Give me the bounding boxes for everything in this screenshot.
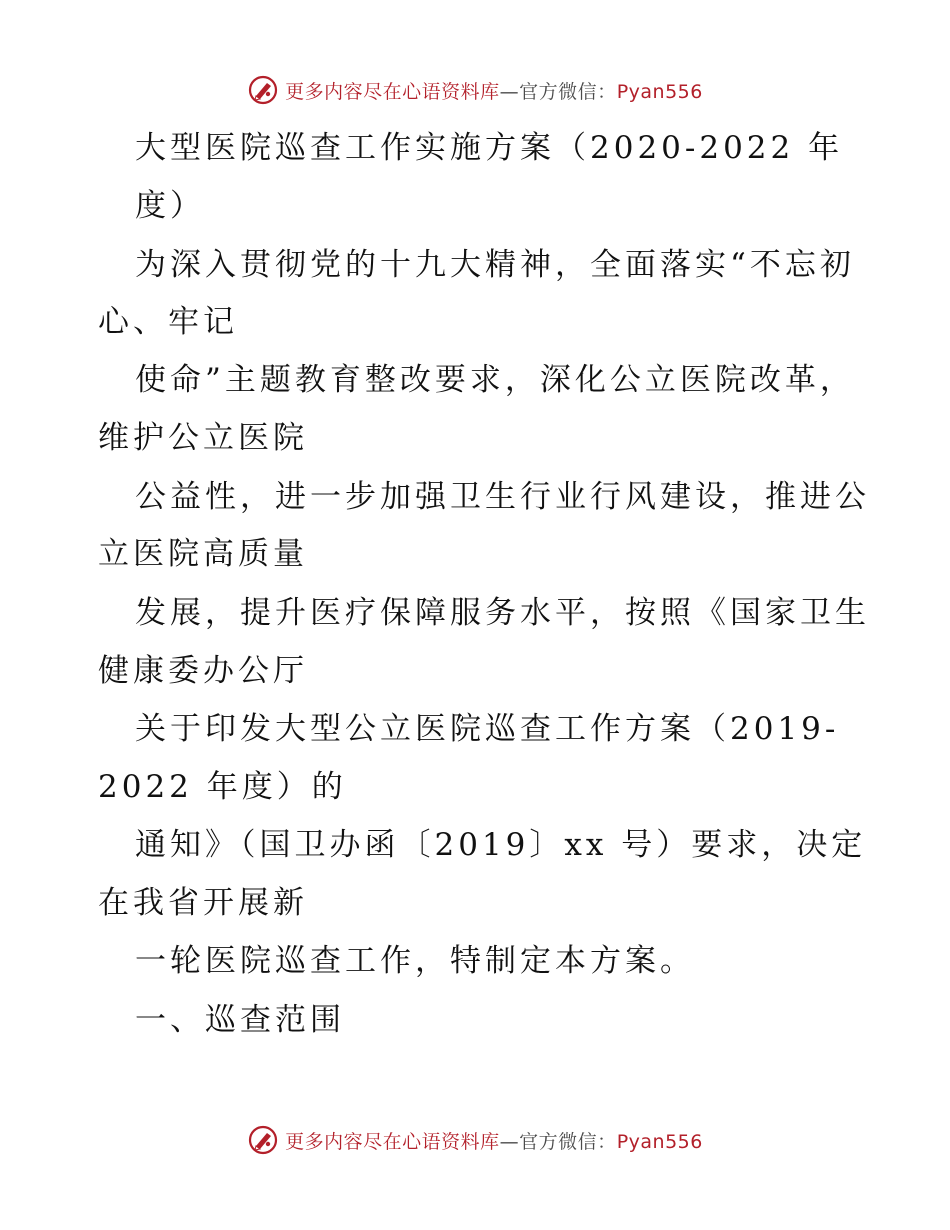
- pen-circle-logo-icon: [247, 74, 279, 106]
- paragraph-7-line-1: 一轮医院巡查工作，特制定本方案。: [135, 943, 695, 979]
- watermark-text: [285, 1127, 703, 1154]
- watermark-brand: 更多内容尽在心语资料库: [285, 1130, 500, 1153]
- watermark-wechat-label: 官方微信：: [519, 1130, 617, 1153]
- watermark-handle: Pyan556: [616, 1130, 703, 1153]
- watermark-banner-top: [0, 70, 950, 110]
- watermark-wechat-label: 官方微信：: [519, 80, 617, 103]
- watermark-separator: —: [499, 80, 520, 103]
- document-title-line-2: 度）: [135, 188, 205, 224]
- document-title-line-1: 大型医院巡查工作实施方案（2020-2022 年: [135, 130, 844, 166]
- pen-circle-logo-icon: [247, 1124, 279, 1156]
- paragraph-4-line-1: 发展，提升医疗保障服务水平，按照《国家卫生: [135, 595, 870, 631]
- paragraph-5-line-2: 2022 年度）的: [98, 769, 347, 805]
- watermark-handle: Pyan556: [616, 80, 703, 103]
- watermark-separator: —: [499, 1130, 520, 1153]
- paragraph-3-line-1: 公益性，进一步加强卫生行业行风建设，推进公: [135, 479, 870, 515]
- paragraph-2-line-2: 维护公立医院: [98, 420, 308, 456]
- section-heading-1: 一、巡查范围: [135, 1002, 345, 1038]
- paragraph-1-line-1: 为深入贯彻党的十九大精神，全面落实“不忘初: [135, 247, 855, 283]
- paragraph-6-line-1: 通知》（国卫办函〔2019〕xx 号）要求，决定: [135, 827, 867, 863]
- watermark-banner-bottom: [0, 1120, 950, 1160]
- paragraph-1-line-2: 心、牢记: [98, 304, 238, 340]
- paragraph-4-line-2: 健康委办公厅: [98, 653, 308, 689]
- paragraph-2-line-1: 使命”主题教育整改要求，深化公立医院改革，: [135, 362, 855, 398]
- paragraph-3-line-2: 立医院高质量: [98, 536, 308, 572]
- watermark-text: [285, 77, 703, 104]
- watermark-brand: 更多内容尽在心语资料库: [285, 80, 500, 103]
- paragraph-5-line-1: 关于印发大型公立医院巡查工作方案（2019-: [135, 711, 840, 747]
- paragraph-6-line-2: 在我省开展新: [98, 885, 308, 921]
